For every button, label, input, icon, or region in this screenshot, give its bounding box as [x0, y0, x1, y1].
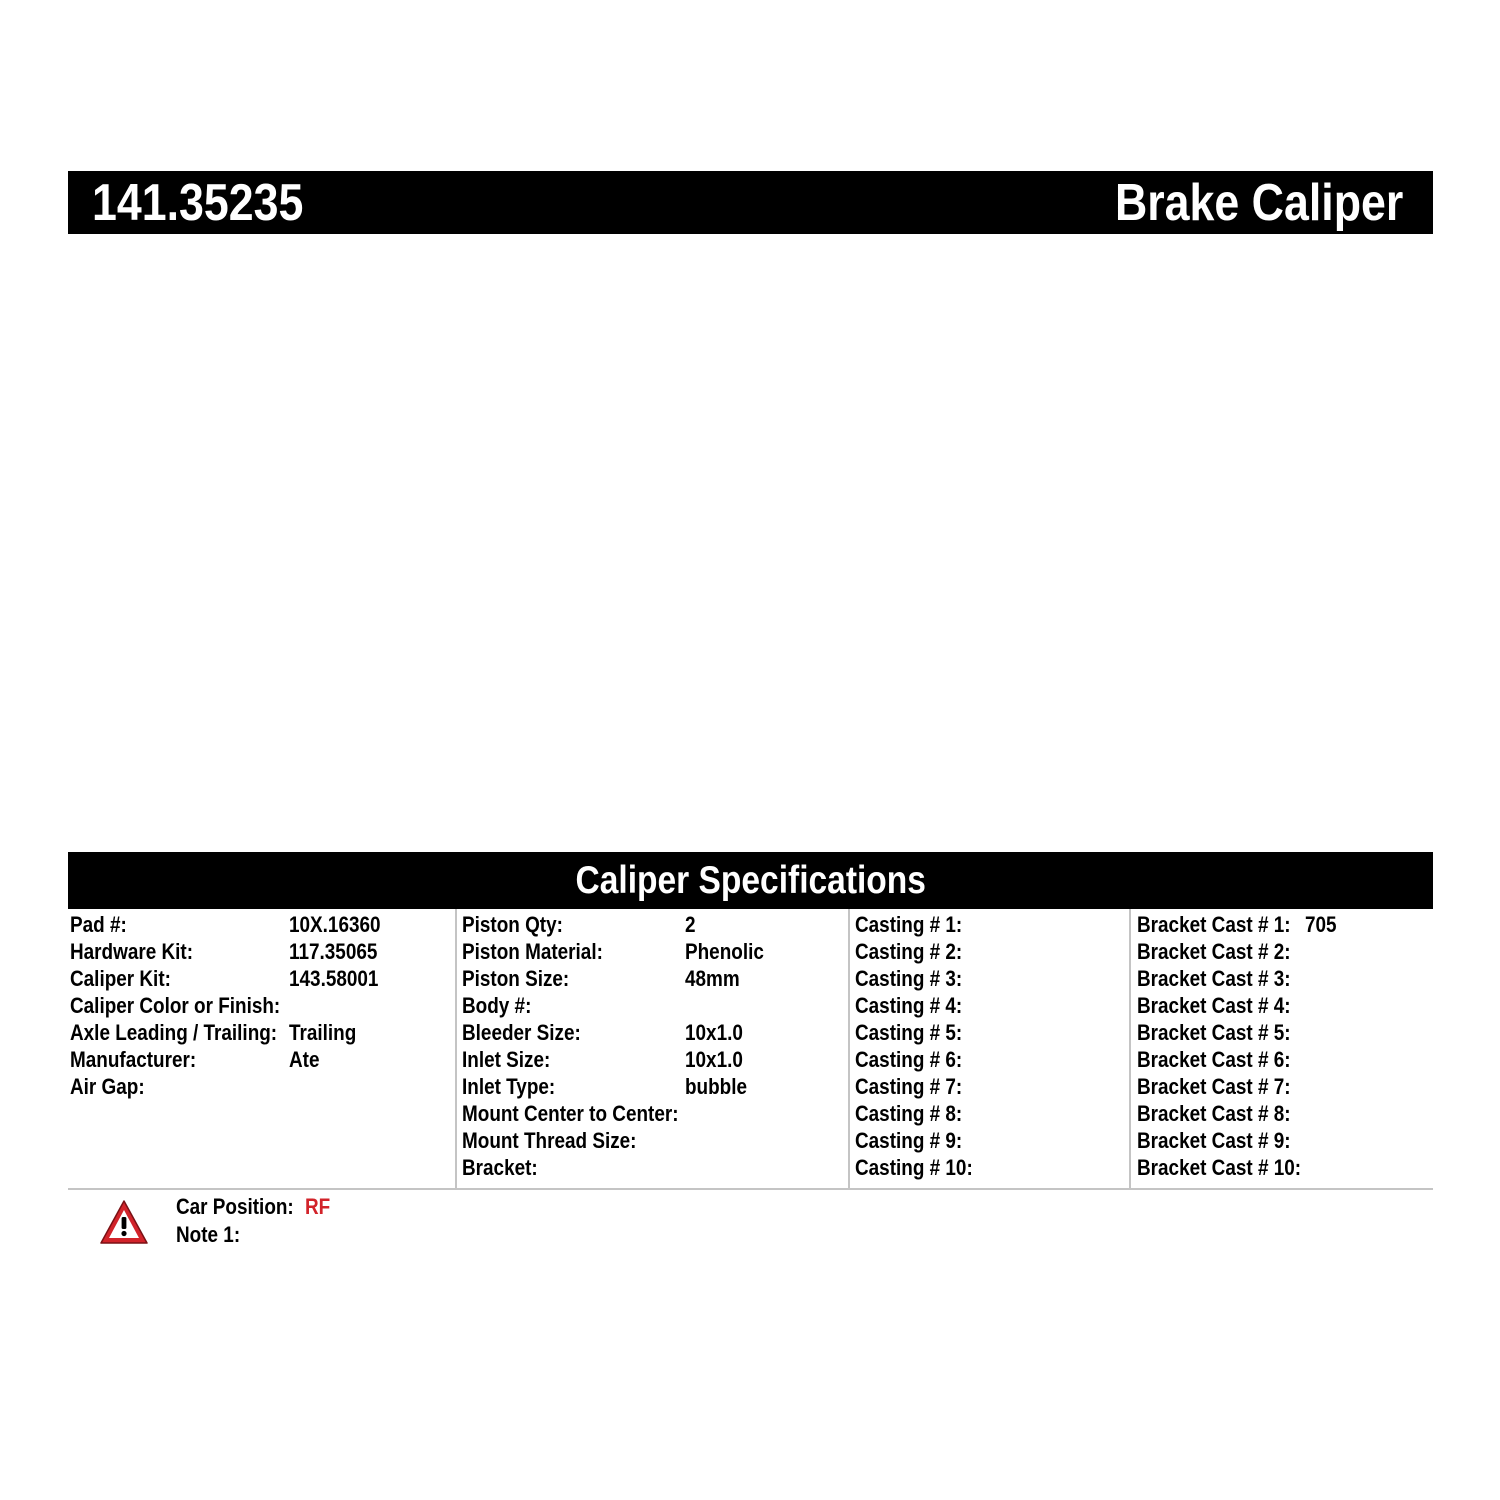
spec-row [457, 992, 849, 1019]
spec-label: Casting # 4: [855, 993, 963, 1018]
spec-label: Air Gap: [70, 1074, 145, 1099]
spec-label: Inlet Size: [462, 1047, 551, 1072]
spec-label: Bracket Cast # 4: [1137, 993, 1291, 1018]
spec-row [850, 1046, 1130, 1073]
title-bar [68, 171, 1433, 234]
spec-row [457, 965, 849, 992]
spec-label: Casting # 9: [855, 1128, 963, 1153]
spec-label: Bracket Cast # 8: [1137, 1101, 1291, 1126]
spec-column-casting [848, 909, 1130, 1189]
spec-row [457, 1100, 849, 1127]
spec-value: 117.35065 [289, 939, 378, 964]
spec-value: bubble [685, 1074, 748, 1099]
spec-label: Bracket Cast # 9: [1137, 1128, 1291, 1153]
spec-row [1131, 965, 1435, 992]
spec-row [68, 1046, 454, 1073]
spec-row [68, 1073, 454, 1100]
spec-row [457, 1154, 849, 1181]
spec-label: Bracket Cast # 5: [1137, 1020, 1291, 1045]
spec-row [68, 1019, 454, 1046]
spec-row [850, 965, 1130, 992]
car-position-label: Car Position: [176, 1194, 294, 1219]
spec-label: Hardware Kit: [70, 939, 194, 964]
spec-label: Inlet Type: [462, 1074, 556, 1099]
spec-value: 10x1.0 [685, 1020, 743, 1045]
spec-row [68, 938, 454, 965]
spec-value: Trailing [289, 1020, 357, 1045]
divider [68, 1188, 1433, 1190]
spec-value: Ate [289, 1047, 320, 1072]
spec-row [457, 938, 849, 965]
spec-label: Casting # 6: [855, 1047, 963, 1072]
spec-label: Bracket Cast # 7: [1137, 1074, 1291, 1099]
spec-label: Bleeder Size: [462, 1020, 581, 1045]
spec-label: Casting # 3: [855, 966, 963, 991]
specifications-title: Caliper Specifications [68, 852, 1433, 909]
spec-label: Bracket Cast # 6: [1137, 1047, 1291, 1072]
spec-row [850, 992, 1130, 1019]
spec-row [1131, 938, 1435, 965]
car-position-row [176, 1193, 331, 1221]
spec-row [850, 911, 1130, 938]
spec-row [68, 911, 454, 938]
spec-row [457, 911, 849, 938]
spec-column-bracket-cast [1129, 909, 1435, 1189]
spec-label: Axle Leading / Trailing: [70, 1020, 278, 1045]
car-position-value: RF [305, 1194, 331, 1219]
spec-row [1131, 1046, 1435, 1073]
spec-label: Bracket Cast # 3: [1137, 966, 1291, 991]
spec-label: Piston Qty: [462, 912, 563, 937]
spec-row [850, 1154, 1130, 1181]
spec-row [1131, 1127, 1435, 1154]
spec-label: Casting # 5: [855, 1020, 963, 1045]
note1-row [176, 1221, 313, 1249]
spec-value: Phenolic [685, 939, 764, 964]
spec-row [1131, 911, 1435, 938]
spec-row [68, 965, 454, 992]
spec-row [1131, 1154, 1435, 1181]
spec-label: Caliper Color or Finish: [70, 993, 281, 1018]
spec-label: Casting # 10: [855, 1155, 973, 1180]
spec-row [457, 1019, 849, 1046]
spec-value: 10x1.0 [685, 1047, 743, 1072]
product-type: Brake Caliper [1114, 174, 1403, 232]
spec-row [457, 1073, 849, 1100]
spec-label: Bracket Cast # 10: [1137, 1155, 1302, 1180]
spec-label: Pad #: [70, 912, 127, 937]
spec-label: Bracket Cast # 2: [1137, 939, 1291, 964]
spec-row [850, 1073, 1130, 1100]
spec-row [1131, 1073, 1435, 1100]
spec-label: Manufacturer: [70, 1047, 197, 1072]
spec-row [1131, 992, 1435, 1019]
spec-row [457, 1046, 849, 1073]
spec-label: Bracket: [462, 1155, 538, 1180]
spec-row [1131, 1019, 1435, 1046]
spec-row [850, 1127, 1130, 1154]
spec-label: Mount Thread Size: [462, 1128, 637, 1153]
spec-label: Casting # 7: [855, 1074, 963, 1099]
spec-label: Body #: [462, 993, 532, 1018]
spec-row [68, 992, 454, 1019]
warning-triangle-icon [99, 1199, 149, 1245]
spec-row [850, 938, 1130, 965]
spec-value: 48mm [685, 966, 740, 991]
spec-value: 10X.16360 [289, 912, 381, 937]
spec-label: Piston Size: [462, 966, 570, 991]
spec-value: 705 [1305, 912, 1337, 937]
spec-row [457, 1127, 849, 1154]
spec-row [850, 1019, 1130, 1046]
spec-label: Casting # 8: [855, 1101, 963, 1126]
spec-column-piston [455, 909, 849, 1189]
spec-label: Caliper Kit: [70, 966, 171, 991]
spec-label: Casting # 1: [855, 912, 963, 937]
part-number: 141.35235 [92, 174, 304, 232]
spec-value: 143.58001 [289, 966, 379, 991]
spec-column-general [68, 909, 454, 1189]
spec-label: Bracket Cast # 1: [1137, 912, 1291, 937]
spec-label: Piston Material: [462, 939, 603, 964]
notes-section [176, 1193, 331, 1249]
spec-row [850, 1100, 1130, 1127]
spec-label: Mount Center to Center: [462, 1101, 679, 1126]
spec-value: 2 [685, 912, 696, 937]
spec-label: Casting # 2: [855, 939, 963, 964]
spec-row [1131, 1100, 1435, 1127]
note1-label: Note 1: [176, 1222, 241, 1247]
